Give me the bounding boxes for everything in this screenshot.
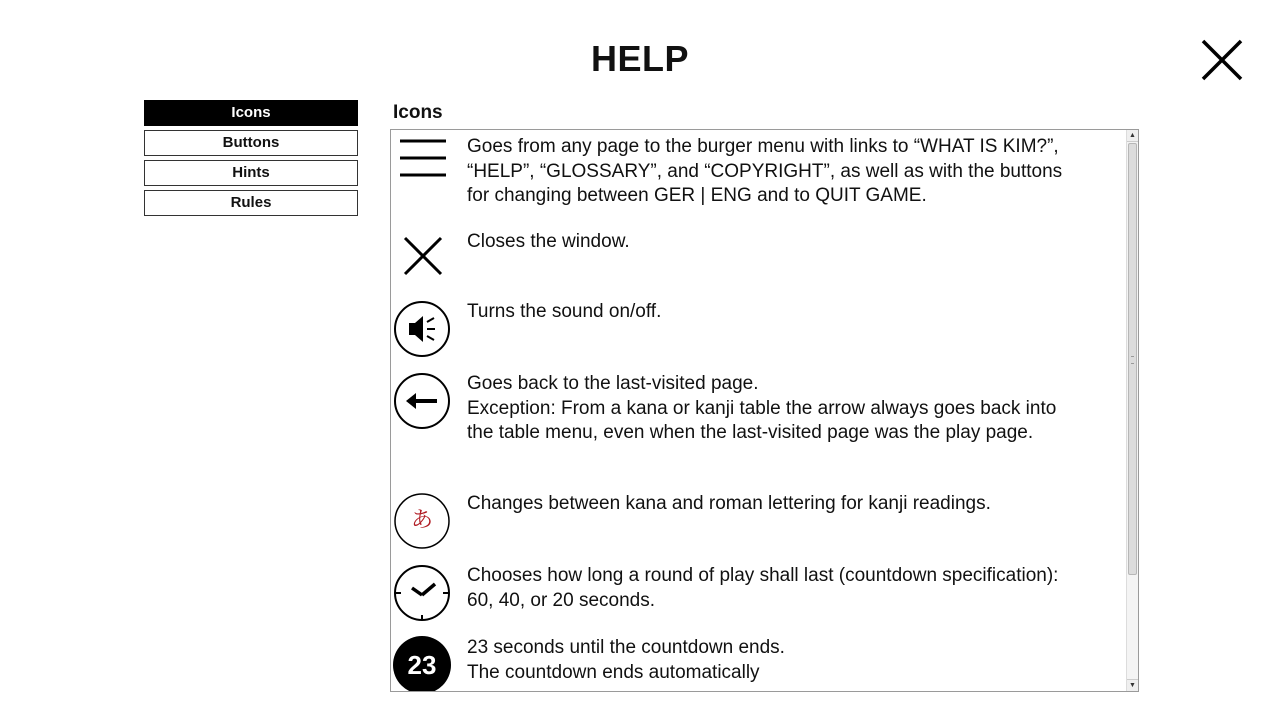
description-line: the table menu, even when the last-visited page was the play page. <box>467 422 1034 443</box>
help-item-description <box>467 372 1117 446</box>
description-line: Closes the window. <box>467 231 630 252</box>
kana-toggle-icon <box>393 492 451 550</box>
help-item-description <box>467 564 1117 613</box>
sound-icon <box>393 300 451 358</box>
description-line: “HELP”, “GLOSSARY”, and “COPYRIGHT”, as well as with the buttons <box>467 160 1063 182</box>
scroll-up-arrow-icon[interactable]: ▲ <box>1127 130 1138 142</box>
help-item-description <box>467 300 1117 325</box>
description-line: Goes back to the last-visited page. <box>467 373 759 394</box>
clock-icon <box>393 564 451 622</box>
help-item-description <box>467 636 1117 685</box>
scroll-down-arrow-icon[interactable]: ▼ <box>1127 679 1138 691</box>
help-content-panel[interactable] <box>390 129 1139 692</box>
close-icon <box>393 230 451 288</box>
description-line: Chooses how long a round of play shall last (countdown specification): <box>467 565 1059 586</box>
description-line: 60, 40, or 20 seconds. <box>467 589 656 611</box>
section-heading: Icons <box>393 102 443 123</box>
close-icon[interactable] <box>1198 36 1246 84</box>
help-item-description <box>467 230 1117 255</box>
burger-menu-icon <box>393 135 451 193</box>
help-item-description <box>467 492 1117 517</box>
description-line: The countdown ends automatically <box>467 661 760 683</box>
description-line: Changes between kana and roman lettering for kanji readings. <box>467 493 991 514</box>
scrollbar[interactable] <box>1126 130 1138 691</box>
page-title: HELP <box>590 38 689 79</box>
description-line: 23 seconds until the countdown ends. <box>467 637 785 658</box>
tab-buttons[interactable]: Buttons <box>144 130 358 156</box>
description-line: for changing between GER | ENG and to QUIT GAME. <box>467 185 927 206</box>
tab-hints[interactable]: Hints <box>144 160 358 186</box>
help-item-description <box>467 135 1117 209</box>
scrollbar-grip <box>1131 356 1134 364</box>
kana-glyph: あ <box>410 508 433 533</box>
scrollbar-thumb[interactable] <box>1128 143 1137 575</box>
description-line: Exception: From a kana or kanji table the arrow always goes back into <box>467 397 1057 419</box>
help-tabs <box>144 100 358 220</box>
description-line: Turns the sound on/off. <box>467 301 662 322</box>
back-arrow-icon <box>393 372 451 430</box>
tab-icons[interactable]: Icons <box>144 100 358 126</box>
description-line: Goes from any page to the burger menu with links to “WHAT IS KIM?”, <box>467 136 1059 157</box>
countdown-icon: 23 <box>393 636 451 692</box>
tab-rules[interactable]: Rules <box>144 190 358 216</box>
